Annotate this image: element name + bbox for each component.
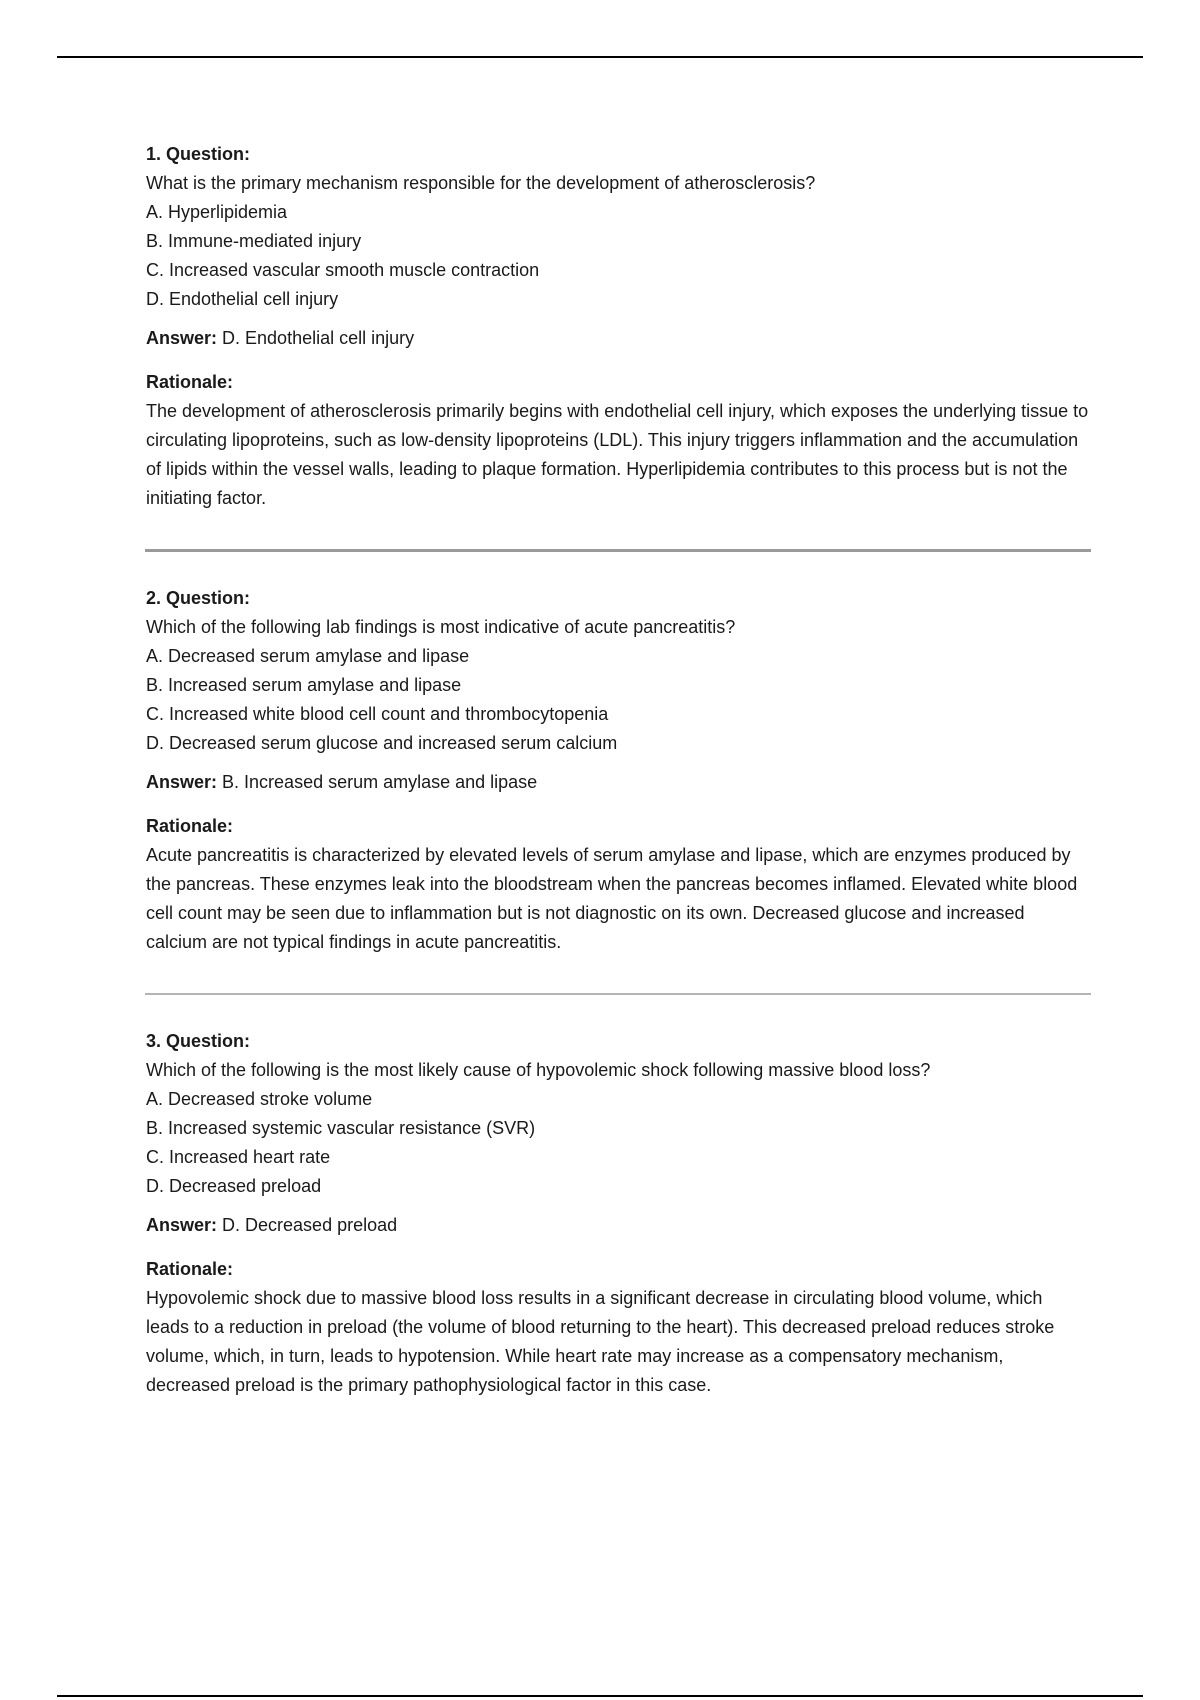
option-d: D. Decreased serum glucose and increased serum calcium [146, 733, 618, 753]
option-a: A. Decreased serum amylase and lipase [146, 646, 470, 666]
option-d: D. Endothelial cell injury [146, 289, 339, 309]
rationale-text: Hypovolemic shock due to massive blood loss results in a significant decrease in circulating blood volume, which leads to a reduction in preload (the volume of blood returning to the heart). This decreased preload reduces stroke volume, which, in turn, leads to hypotension. While heart rate may increase as a compensatory mechanism, decreased preload is the primary pathophysiological factor in this case. [146, 1288, 1055, 1395]
rationale-heading: Rationale: [146, 1259, 234, 1279]
question-text: Which of the following is the most likely cause of hypovolemic shock following massive blood loss? [146, 1060, 931, 1080]
answer-line [146, 770, 1090, 794]
section-divider [145, 993, 1091, 995]
answer-label: Answer: [146, 1215, 218, 1235]
option-b: B. Increased systemic vascular resistance (SVR) [146, 1118, 536, 1138]
question-block-1 [146, 142, 1090, 513]
answer-line [146, 1213, 1090, 1237]
question-block-3 [146, 1029, 1090, 1400]
answer-label: Answer: [146, 772, 218, 792]
option-c: C. Increased vascular smooth muscle contraction [146, 260, 540, 280]
page-top-rule [57, 56, 1143, 58]
question-heading: 1. Question: [146, 144, 251, 164]
answer-label: Answer: [146, 328, 218, 348]
rationale-text: The development of atherosclerosis primarily begins with endothelial cell injury, which exposes the underlying tissue to circulating lipoproteins, such as low-density lipoproteins (LDL). This injury triggers inflammation and the accumulation of lipids within the vessel walls, leading to plaque formation. Hyperlipidemia contributes to this process but is not the initiating factor. [146, 401, 1089, 508]
answer-line [146, 326, 1090, 350]
option-b: B. Increased serum amylase and lipase [146, 675, 462, 695]
document-body [146, 142, 1090, 1400]
page-bottom-rule [57, 1695, 1143, 1697]
section-divider [145, 549, 1091, 552]
option-b: B. Immune-mediated injury [146, 231, 362, 251]
option-a: A. Decreased stroke volume [146, 1089, 373, 1109]
question-block-2 [146, 586, 1090, 957]
rationale-heading: Rationale: [146, 372, 234, 392]
answer-value: D. Decreased preload [222, 1215, 398, 1235]
answer-value: B. Increased serum amylase and lipase [222, 772, 538, 792]
question-heading: 2. Question: [146, 588, 251, 608]
answer-value: D. Endothelial cell injury [222, 328, 415, 348]
option-a: A. Hyperlipidemia [146, 202, 288, 222]
option-d: D. Decreased preload [146, 1176, 322, 1196]
option-c: C. Increased white blood cell count and thrombocytopenia [146, 704, 609, 724]
question-text: What is the primary mechanism responsible for the development of atherosclerosis? [146, 173, 816, 193]
rationale-text: Acute pancreatitis is characterized by elevated levels of serum amylase and lipase, which are enzymes produced by the pancreas. These enzymes leak into the bloodstream when the pancreas becomes inflamed. Elevated white blood cell count may be seen due to inflammation but is not diagnostic on its own. Decreased glucose and increased calcium are not typical findings in acute pancreatitis. [146, 845, 1078, 952]
question-text: Which of the following lab findings is most indicative of acute pancreatitis? [146, 617, 736, 637]
question-heading: 3. Question: [146, 1031, 251, 1051]
option-c: C. Increased heart rate [146, 1147, 331, 1167]
rationale-heading: Rationale: [146, 816, 234, 836]
